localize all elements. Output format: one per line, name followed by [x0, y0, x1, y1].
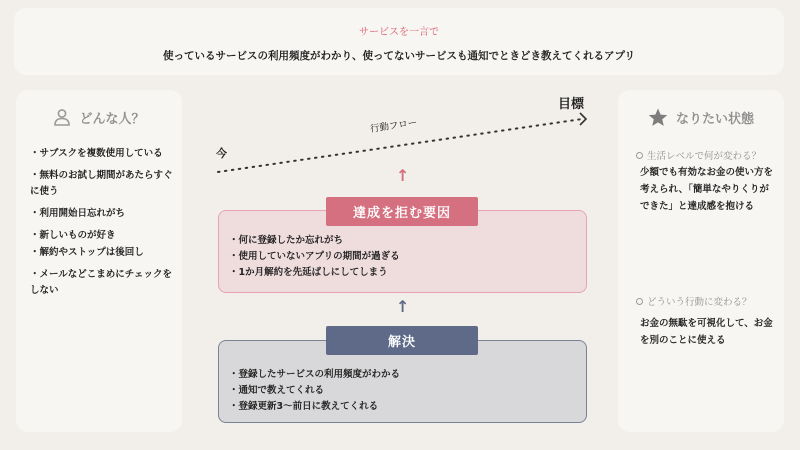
persona-heading: どんな人？ — [79, 111, 145, 127]
answer-life-level: 少額でも有効なお金の使い方を考えられ、「簡単なやりくりができた」と達成感を抱ける — [640, 167, 774, 212]
question-text: 生活レベルで何が変わる？ — [647, 151, 762, 162]
answer-behavior: お金の無駄を可視化して、お金を別のことに使える — [640, 318, 773, 346]
question-text: どういう行動に変わる？ — [647, 297, 752, 308]
solution-title: 解決 — [326, 326, 478, 355]
list-item: ・無料のお試し期間があたらすぐに使う — [30, 170, 173, 197]
flow-label: 行動フロー — [369, 117, 419, 135]
list-item: ・新しいものが好き — [30, 230, 116, 241]
goal-label: 目標 — [558, 97, 585, 112]
list-item: ・登録したサービスの利用頻度がわかる — [229, 369, 401, 380]
list-item: ・登録更新3〜前日に教えてくれる — [229, 401, 379, 412]
list-item: ・通知で教えてくれる — [229, 385, 325, 396]
solution-list — [229, 367, 400, 415]
arrow-up-icon: ↑ — [396, 297, 410, 316]
summary-title: サービスを一言で — [359, 27, 439, 38]
list-item: ・1か月解約を先延ばしにしてしまう — [229, 267, 388, 278]
blockers-title: 達成を拒む要因 — [326, 197, 478, 226]
blockers-list — [229, 233, 400, 281]
goal-state-heading: なりたい状態 — [675, 111, 754, 127]
list-item: ・サブスクを複数使用している — [30, 148, 163, 159]
now-label: 今 — [216, 147, 227, 160]
list-item: ・使用していないアプリの期間が過ぎる — [229, 251, 400, 262]
list-item: ・何に登録したか忘れがち — [229, 235, 344, 246]
list-item: ・メールなどこまめにチェックをしない — [30, 269, 173, 296]
flow-arrowhead-icon — [580, 113, 586, 125]
summary-text: 使っているサービスの利用頻度がわかり、使ってないサービスも通知でときどき教えてくれるアプリ — [162, 50, 636, 62]
list-item: ・利用開始日忘れがち — [30, 208, 126, 219]
list-item: ・解約やストップは後回し — [30, 247, 144, 258]
arrow-up-icon: ↑ — [396, 166, 410, 185]
